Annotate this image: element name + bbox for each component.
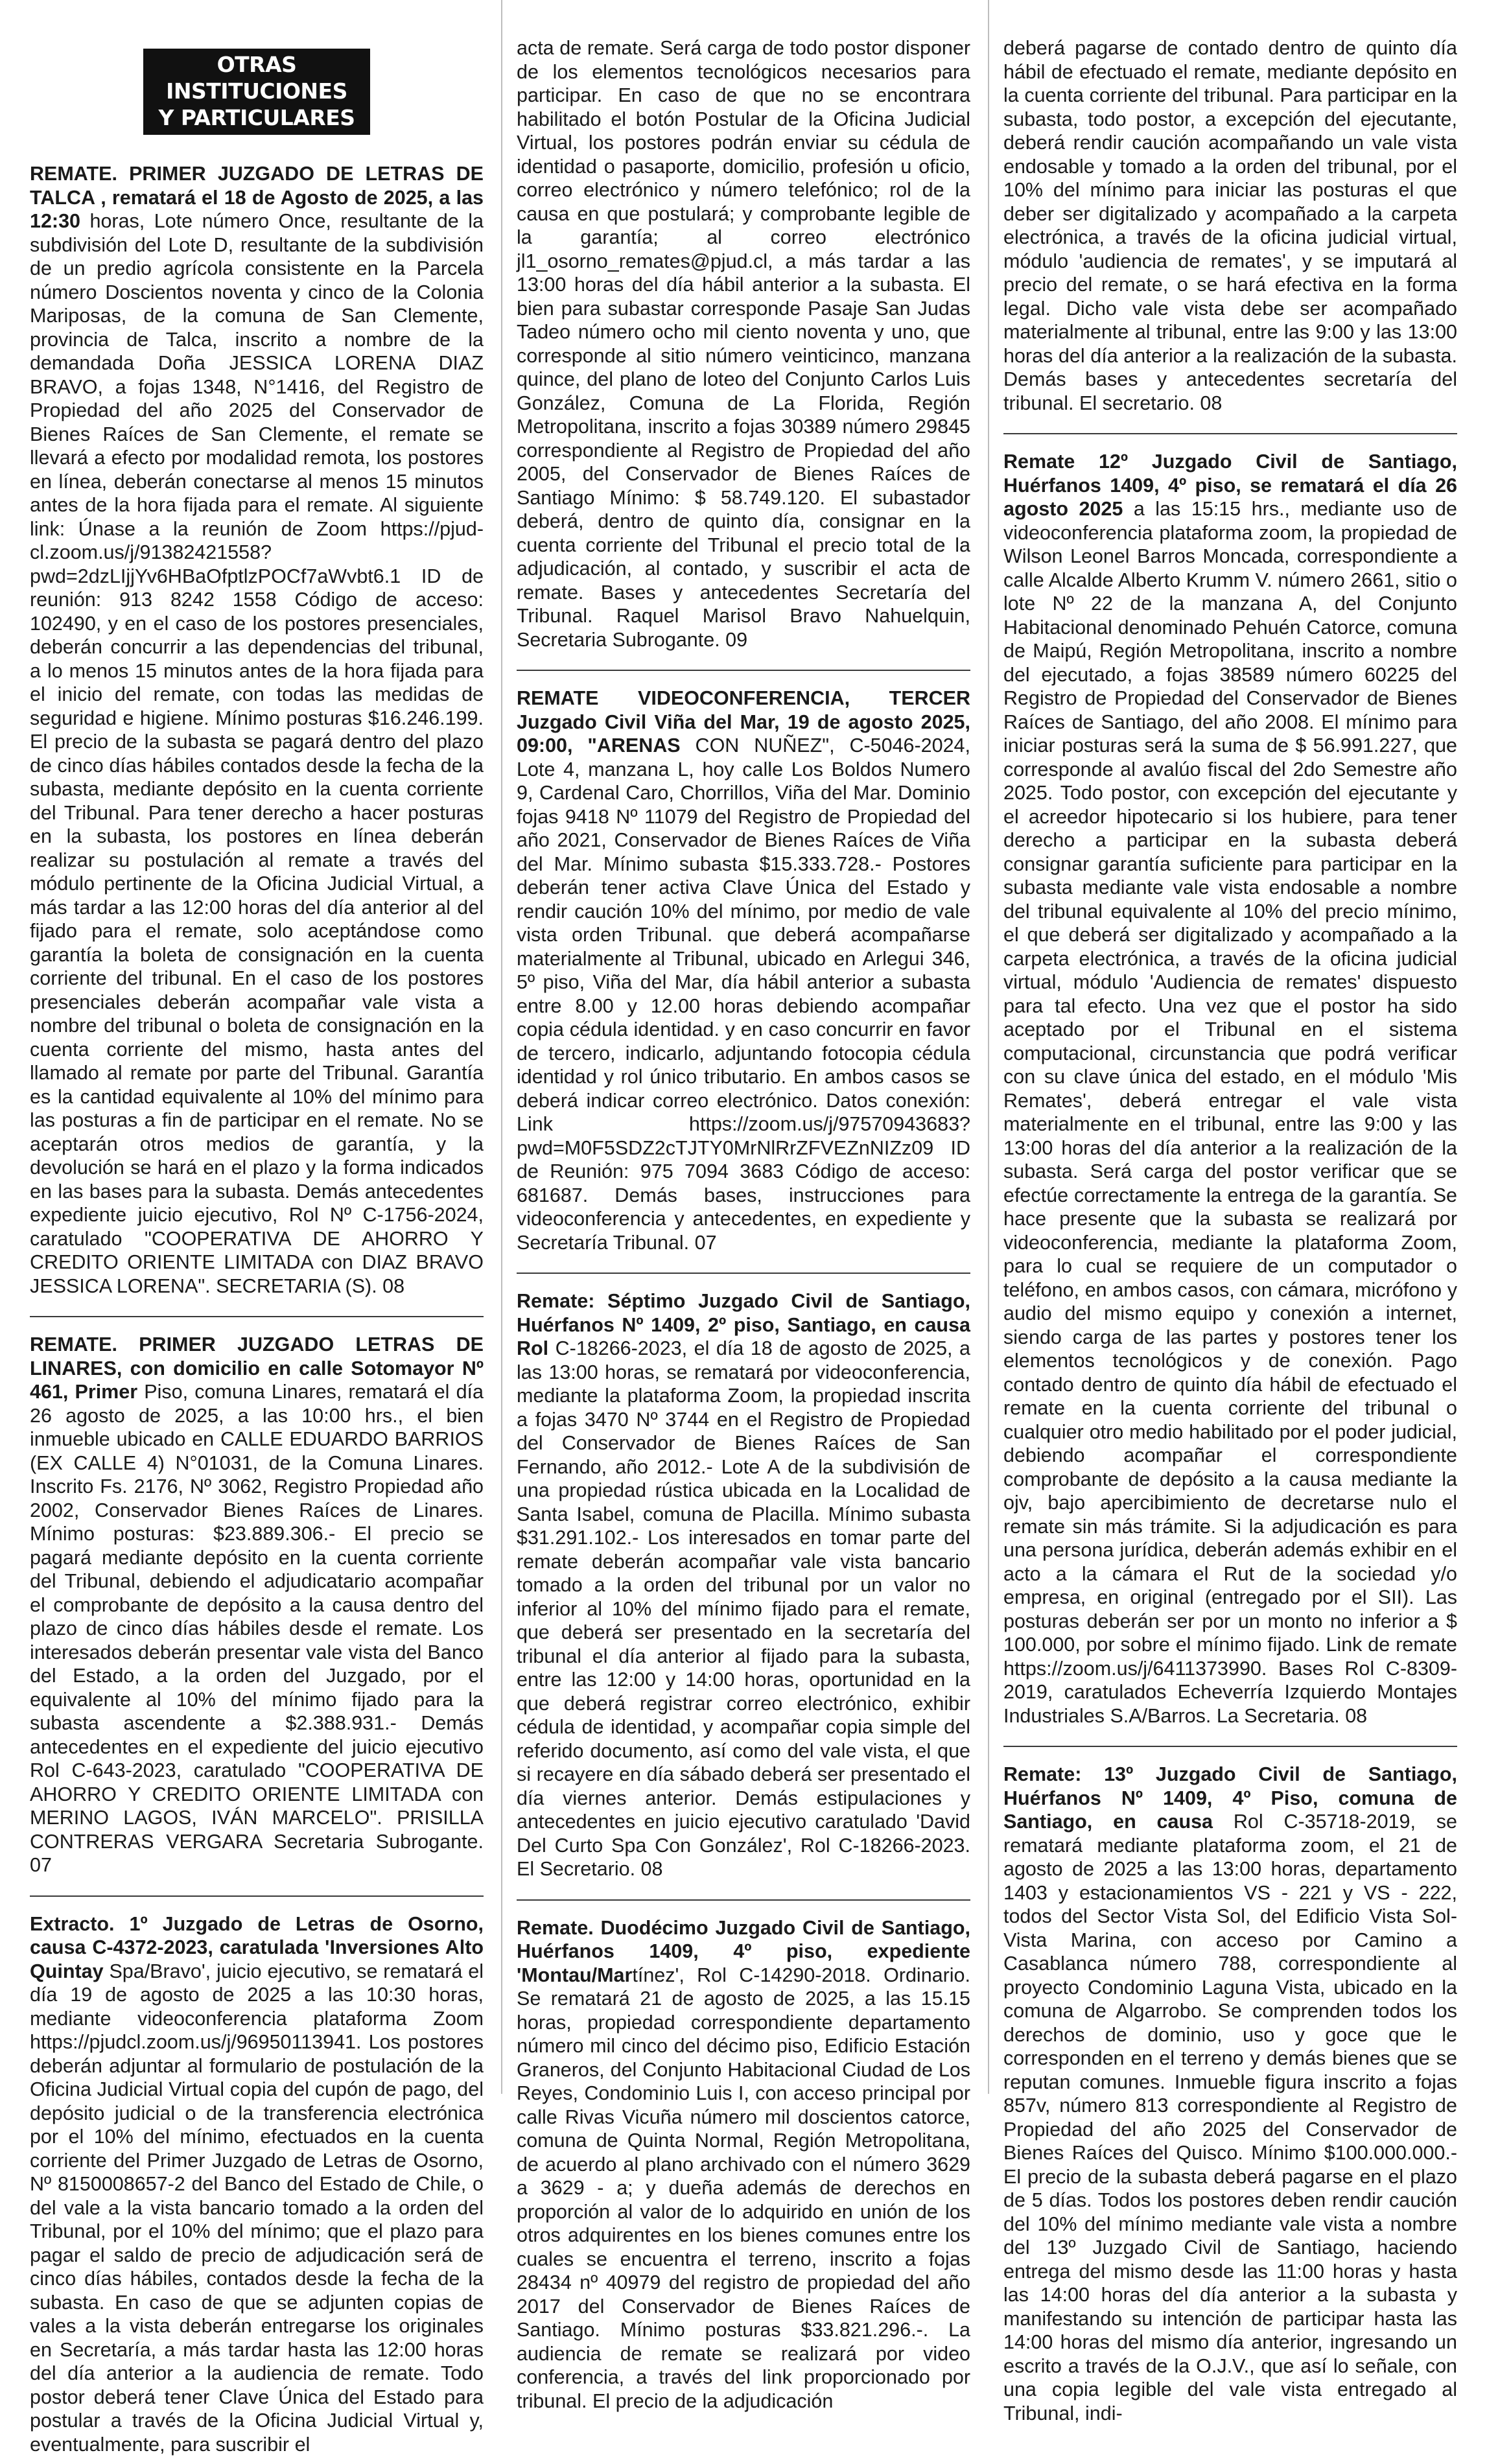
notice-heading: Remate. Duodécimo Juzgado Civil de Santiago, Huérfanos 1409, 4º piso, expediente 'Montau/Mar bbox=[517, 1917, 970, 1986]
notice-body: acta de remate. Será carga de todo postor disponer de los elementos tecnológicos necesarios para participar. En caso de que no se encontrara habilitado el botón Postular de la Oficina Judicial Virtual, los postores podrán enviar su cédula de identidad o pasaporte, domicilio, profesión u oficio, correo electrónico y número telefónico; rol de la causa en que postulará; y comprobante legible de la garantía; al correo electrónico jl1_osorno_remates@pjud.cl, a más tardar a las 13:00 horas del día hábil anterior a la subasta. El bien para subastar corresponde Pasaje San Judas Tadeo número ocho mil ciento noventa y uno, que corresponde al sitio número veinticinco, manzana quince, del plano de loteo del Conjunto Carlos Luis González, Comuna de La Florida, Región Metropolitana, inscrito a fojas 30389 número 29845 correspondiente al Registro de Propiedad del año 2005, del Conservador de Bienes Raíces de Santiago Mínimo: $ 58.749.120. El subastador deberá, dentro de quinto día, consignar en la cuenta corriente del Tribunal el precio total de la adjudicación, al contado, y suscribir el acta de remate. Bases y antecedentes Secretaría del Tribunal. Raquel Marisol Bravo Nahuelquin, Secretaria Subrogante. 09 bbox=[517, 37, 970, 651]
notice-separator bbox=[517, 670, 970, 671]
notice-osorno bbox=[30, 1912, 484, 2464]
column-1 bbox=[30, 0, 484, 2464]
notice-body: Spa/Bravo', juicio ejecutivo, se rematará el día 19 de agosto de 2025 a las 10:30 horas, mediante videoconferencia plataforma Zoom https://pjudcl.zoom.us/j/96950113941. Los postores deberán adjuntar al formulario de postulación de la Oficina Judicial Virtual copia del cupón de pago, del depósito judicial o de la transferencia electrónica por el 10% del mínimo, efectuados en la cuenta corriente del Primer Juzgado de Letras de Osorno, Nº 8150008657-2 del Banco del Estado de Chile, o del vale a la vista bancario tomado a la orden del Tribunal, por el 10% del mínimo; que el plazo para pagar el saldo de precio de adjudicación será de cinco días hábiles, contados desde la fecha de la subasta. En caso de que se adjunten copias de vales a la vista deberán entregarse los originales en Secretaría, a más tardar hasta las 12:00 horas del día anterior a la audiencia de remate. Todo postor deberá tener Clave Única del Estado para postular a través de la Oficina Judicial Virtual y, eventualmente, para suscribir el bbox=[30, 1960, 484, 2456]
notice-separator bbox=[1003, 433, 1457, 434]
notice-linares bbox=[30, 1333, 484, 1885]
notice-body: Rol C-35718-2019, se rematará mediante plataforma zoom, el 21 de agosto de 2025 a las 13:00 horas, departamento 1403 y estacionamientos VS - 221 y VS - 222, todos del Sector Vista Sol, del Edificio Vista Sol-Vista Marina, con acceso por Camino a Casablanca número 788, correspondiente al proyecto Condominio Laguna Vista, ubicado en la comuna de Algarrobo. Se comprenden todos los derechos de dominio, uso y goce que le corresponden en el terreno y demás bienes que se reputan comunes. Inmueble figura inscrito a fojas 857v, número 813 correspondiente al Registro de Propiedad del año 2025 del Conservador de Bienes Raíces del Quisco. Mínimo $100.000.000.- El precio de la subasta deberá pagarse en el plazo de 5 días. Todos los postores deben rendir caución del 10% del mínimo mediante vale vista a nombre del 13º Juzgado Civil de Santiago, haciendo entrega del mismo desde las 11:00 horas y hasta las 14:00 horas del día anterior a la subasta y manifestando su intención de participar hasta las 14:00 horas del mismo día anterior, ingresando un escrito a través de la O.J.V., que así lo señale, con una copia legible del vale vista entregado al Tribunal, indi- bbox=[1003, 1811, 1457, 2424]
notice-separator bbox=[30, 1895, 484, 1897]
notice-body: deberá pagarse de contado dentro de quinto día hábil de efectuado el remate, mediante depósito en la cuenta corriente del tribunal. Para participar en la subasta, todo postor, a excepción del ejecutante, deberá rendir caución acompañando un vale vista endosable y tomado a la orden del tribunal, por el 10% del mínimo para iniciar las posturas el que deber ser digitalizado y acompañado a la carpeta electrónica, a través de la oficina judicial virtual, módulo 'audiencia de remates', y se imputará al precio del remate, o se hará efectiva en la forma legal. Dicho vale vista debe ser acompañado materialmente al tribunal, entre las 9:00 y las 13:00 horas del día anterior a la realización de la subasta. Demás bases y antecedentes secretaría del tribunal. El secretario. 08 bbox=[1003, 37, 1457, 414]
notice-separator bbox=[1003, 1746, 1457, 1747]
notice-separator bbox=[517, 1273, 970, 1274]
column-2 bbox=[517, 0, 970, 2421]
notice-separator bbox=[30, 1316, 484, 1317]
section-header-line1: OTRAS INSTITUCIONES bbox=[148, 51, 365, 104]
section-header-line2: Y PARTICULARES bbox=[148, 104, 365, 131]
notice-13-juzgado bbox=[1003, 1763, 1457, 2433]
notice-heading: Remate: Séptimo Juzgado Civil de Santiago, Huérfanos Nº 1409, 2º piso, Santiago, en causa Rol bbox=[517, 1290, 970, 1359]
notice-heading: REMATE. PRIMER JUZGADO LETRAS DE LINARES, con domicilio en calle Sotomayor Nº 461, Primer bbox=[30, 1333, 484, 1403]
notice-body: C-18266-2023, el día 18 de agosto de 2025, a las 13:00 horas, se rematará por videoconferencia, mediante la plataforma Zoom, la propiedad inscrita a fojas 3470 Nº 3744 en el Registro de Propiedad del Conservador de Bienes Raíces de San Fernando, año 2012.- Lote A de la subdivisión de una propiedad rústica ubicada en la Localidad de Santa Isabel, comuna de Placilla. Mínimo subasta $31.291.102.- Los interesados en tomar parte del remate deberán acompañar vale vista bancario tomado a la orden del tribunal por un valor no inferior al 10% del mínimo fijado para el remate, que deberá ser presentado en la secretaría del tribunal el día anterior al fijado para la subasta, entre las 12:00 y 14:00 horas, oportunidad en la que deberá registrar correo electrónico, exhibir cédula de identidad, y acompañar copia simple del referido documento, así como del vale vista, el que si recayere en día sábado deberá ser presentado el día viernes anterior. Demás estipulaciones y antecedentes en juicio ejecutivo caratulado 'David Del Curto Spa Con González', Rol C-18266-2023. El Secretario. 08 bbox=[517, 1337, 970, 1880]
section-header bbox=[143, 49, 370, 135]
notice-heading: Remate 12º Juzgado Civil de Santiago, Huérfanos 1409, 4º piso, se rematará el día 26 agosto 2025 bbox=[1003, 451, 1457, 520]
notice-body: CON NUÑEZ", C-5046-2024, Lote 4, manzana L, hoy calle Los Boldos Numero 9, Cardenal Caro, Chorrillos, Viña del Mar. Dominio fojas 9418 Nº 11079 del Registro de Propiedad del año 2021, Conservador de Bienes Raíces de Viña del Mar. Mínimo subasta $15.333.728.- Postores deberán tener activa Clave Única del Estado y rendir caución 10% del mínimo, por medio de vale vista orden Tribunal. que deberá acompañarse materialmente al Tribunal, ubicado en Arlegui 346, 5º piso, Viña del Mar, día hábil anterior a subasta entre 8.00 y 12.00 horas debiendo acompañar copia cédula identidad. y en caso concurrir en favor de tercero, indicarlo, adjuntando fotocopia cédula identidad y rol único tributario. En ambos casos se deberá indicar correo electrónico. Datos conexión: Link https://zoom.us/j/97570943683?pwd=M0F5SDZ2cTJTY0MrNlRrZFVEZnNIZz09 ID de Reunión: 975 7094 3683 Código de acceso: 681687. Demás bases, instrucciones para videoconferencia y antecedentes, en expediente y Secretaría Tribunal. 07 bbox=[517, 734, 970, 1254]
notice-heading: Extracto. 1º Juzgado de Letras de Osorno, causa C-4372-2023, caratulada 'Inversiones Alto Quintay bbox=[30, 1913, 484, 1982]
notice-heading: Remate: 13º Juzgado Civil de Santiago, Huérfanos Nº 1409, 4º Piso, comuna de Santiago, en causa bbox=[1003, 1763, 1457, 1833]
notice-body: Piso, comuna Linares, rematará el día 26 agosto de 2025, a las 10:00 hrs., el bien inmueble ubicado en CALLE EDUARDO BARRIOS (EX CALLE 4) N°01031, de la Comuna Linares. Inscrito Fs. 2176, Nº 3062, Registro Propiedad año 2002, Conservador Bienes Raíces de Linares. Mínimo posturas: $23.889.306.- El precio se pagará mediante depósito en la cuenta corriente del Tribunal, debiendo el adjudicatario acompañar el comprobante de depósito a la causa dentro del plazo de cinco días hábiles desde el remate. Los interesados deberán presentar vale vista del Banco del Estado, a la orden del Juzgado, por el equivalente al 10% del mínimo fijado para la subasta ascendente a $2.388.931.- Demás antecedentes en el expediente del juicio ejecutivo Rol C-643-2023, caratulado "COOPERATIVA DE AHORRO Y CREDITO ORIENTE LIMITADA con MERINO LAGOS, IVÁN MARCELO". PRISILLA CONTRERAS VERGARA Secretaria Subrogante. 07 bbox=[30, 1381, 484, 1876]
notice-talca bbox=[30, 162, 484, 1306]
notice-body: tínez', Rol C-14290-2018. Ordinario. Se rematará 21 de agosto de 2025, a las 15.15 horas, propiedad correspondiente departamento número mil cinco del décimo piso, Edificio Estación Graneros, del Conjunto Habitacional Ciudad de Los Reyes, Condominio Luis I, con acceso principal por calle Rivas Vicuña número mil doscientos catorce, comuna de Quinta Normal, Región Metropolitana, de acuerdo al plano archivado con el número 3629 a 3629 - a; y dueña además de derechos en proporción al valor de lo adquirido en unión de los otros adquirentes en los bienes comunes entre los cuales se encuentra el terreno, inscrito a fojas 28434 nº 40979 del registro de propiedad del año 2017 del Conservador de Bienes Raíces de Santiago. Mínimo posturas $33.821.296.-. La audiencia de remate se realizará por video conferencia, a través del link proporcionado por tribunal. El precio de la adjudicación bbox=[517, 1964, 970, 2412]
notice-duodecimo-juzgado bbox=[517, 1916, 970, 2421]
column-3 bbox=[1003, 0, 1457, 2433]
notice-body: horas, Lote número Once, resultante de la subdivisión del Lote D, resultante de la subdivisión de un predio agrícola consistente en la Parcela número Doscientos noventa y cinco de la Colonia Mariposas, de la comuna de San Clemente, provincia de Talca, inscrito a nombre de la demandada Doña JESSICA LORENA DIAZ BRAVO, a fojas 1348, N°1416, del Registro de Propiedad del año 2025 del Conservador de Bienes Raíces de San Clemente, el remate se llevará a efecto por modalidad remota, los postores en línea, deberán conectarse al menos 15 minutos antes de la hora fijada para el remate. Al siguiente link: Únase a la reunión de Zoom https://pjud-cl.zoom.us/j/91382421558?pwd=2dzLIjjYv6HBaOfptlzPOCf7aWvbt6.1 ID de reunión: 913 8242 1558 Código de acceso: 102490, y en el caso de los postores presenciales, deberán concurrir a las dependencias del tribunal, a lo menos 15 minutos antes de la hora fijada para el inicio del remate, con todas las medidas de seguridad e higiene. Mínimo posturas $16.246.199. El precio de la subasta se pagará dentro del plazo de cinco días hábiles contados desde la fecha de la subasta, mediante depósito en la cuenta corriente del Tribunal. Para tener derecho a hacer posturas en la subasta, los postores en línea deberán realizar su postulación al remate a través del módulo pertinente de la Oficina Judicial Virtual, a más tardar a las 12:00 horas del día anterior al del fijado para el remate, solo aceptándose como garantía la boleta de consignación en la cuenta corriente del tribunal. En el caso de los postores presenciales deberán acompañar vale vista a nombre del tribunal o boleta de consignación en la cuenta corriente del mismo, hasta antes del llamado al remate por parte del Tribunal. Garantía es la cantidad equivalente al 10% del mínimo para las posturas a fin de participar en el remate. No se aceptarán otros medios de garantía, y la devolución se hará en el plazo y la forma indicados en las bases para la subasta. Demás antecedentes expediente juicio ejecutivo, Rol Nº C-1756-2024, caratulado "COOPERATIVA DE AHORRO Y CREDITO ORIENTE LIMITADA con DIAZ BRAVO JESSICA LORENA". SECRETARIA (S). 08 bbox=[30, 210, 484, 1297]
notice-heading: REMATE VIDEOCONFERENCIA, TERCER Juzgado Civil Viña del Mar, 19 de agosto 2025, 09:00, "ARENAS bbox=[517, 687, 970, 757]
column-divider bbox=[501, 0, 502, 2094]
notice-separator bbox=[517, 1899, 970, 1901]
notice-12-juzgado bbox=[1003, 450, 1457, 1735]
notice-osorno-continued bbox=[517, 36, 970, 659]
column-divider bbox=[988, 0, 989, 2094]
notice-septimo-juzgado bbox=[517, 1289, 970, 1889]
notice-vina-del-mar bbox=[517, 686, 970, 1262]
notice-duodecimo-continued bbox=[1003, 36, 1457, 423]
notice-body: a las 15:15 hrs., mediante uso de videoconferencia plataforma zoom, la propiedad de Wilson Leonel Barros Moncada, correspondiente a calle Alcalde Alberto Krumm V. número 2661, sitio o lote Nº 22 de la manzana A, del Conjunto Habitacional denominado Pehuén Catorce, comuna de Maipú, Región Metropolitana, inscrito a nombre del ejecutado, a fojas 38589 número 60225 del Registro de Propiedad del Conservador de Bienes Raíces de Santiago, del año 2008. El mínimo para iniciar posturas será la suma de $ 56.991.227, que corresponde al avalúo fiscal del 2do Semestre año 2025. Todo postor, con excepción del ejecutante y el acreedor hipotecario si los hubiere, para tener derecho a participar en la subasta deberá consignar garantía suficiente para participar en la subasta mediante vale vista endosable a nombre del tribunal equivalente al 10% del precio mínimo, el que deberá ser digitalizado y acompañado a la carpeta electrónica, a través de la oficina judicial virtual, módulo 'Audiencia de remates' dispuesto para tal efecto. Una vez que el postor ha sido aceptado por el Tribunal en el sistema computacional, circunstancia que podrá verificar con su clave única del estado, en el módulo 'Mis Remates', deberá entregar el vale vista materialmente en el tribunal, entre las 9:00 y las 13:00 horas del día anterior a la realización de la subasta. Será carga del postor verificar que se efectúe correctamente la entrega de la garantía. Se hace presente que la subasta se realizará por videoconferencia, mediante la plataforma Zoom, para lo cual se requiere de un computador o teléfono, en ambos casos, con cámara, micrófono y audio del mismo equipo y conexión a internet, siendo carga de las partes y postores tener los elementos tecnológicos y de conexión. Pago contado dentro de quinto día hábil de efectuado el remate en la cuenta corriente del tribunal o cualquier otro medio habilitado por el poder judicial, debiendo acompañar el correspondiente comprobante de depósito a la causa mediante la ojv, bajo apercibimiento de decretarse nulo el remate sin más trámite. Si la adjudicación es para una persona jurídica, deberán además exhibir en el acto a la cámara el Rut de la sociedad y/o empresa, en original (entregado por el SII). Las posturas deberán ser por un monto no inferior a $ 100.000, por sobre el mínimo fijado. Link de remate https://zoom.us/j/6411373990. Bases Rol C-8309-2019, caratulados Echeverría Izquierdo Montajes Industriales S.A/Barros. La Secretaria. 08 bbox=[1003, 498, 1457, 1727]
notice-heading: REMATE. PRIMER JUZGADO DE LETRAS DE TALCA , rematará el 18 de Agosto de 2025, a las 12:30 bbox=[30, 163, 484, 232]
